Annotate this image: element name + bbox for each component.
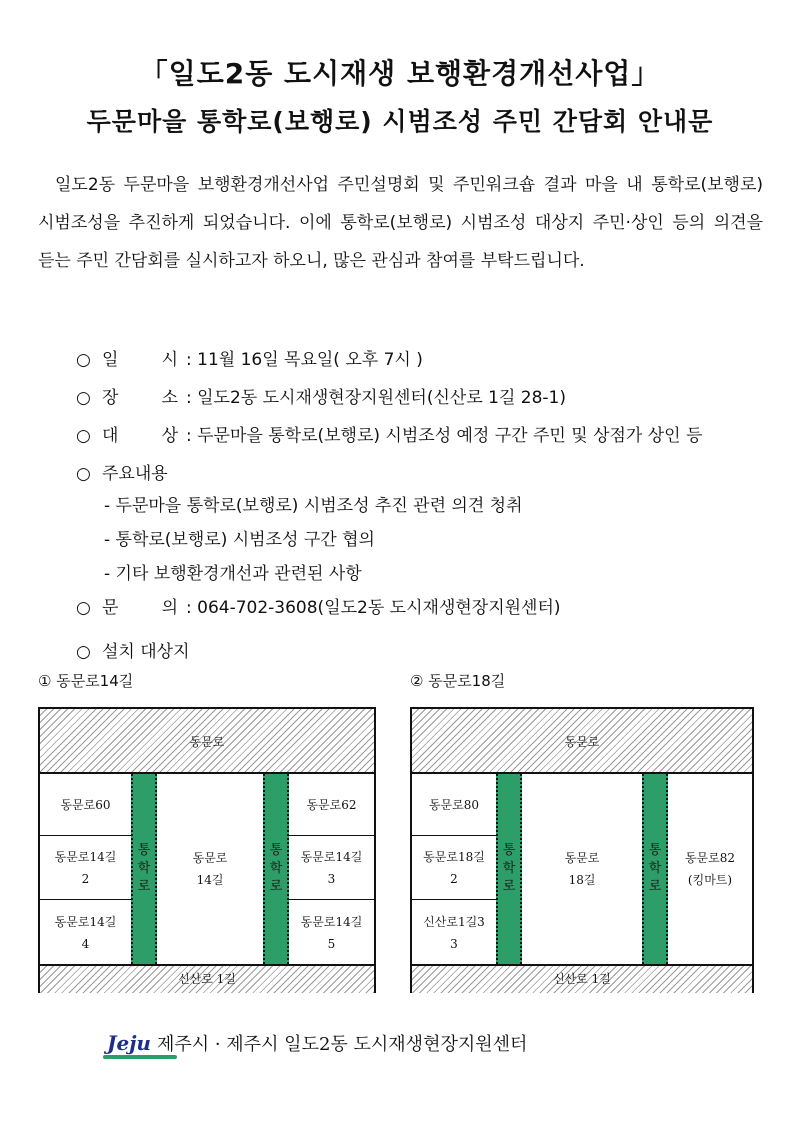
- info-main: [76, 459, 776, 491]
- map2-top-road-label: 동문로: [564, 735, 600, 749]
- bullet-icon: ○: [76, 464, 91, 484]
- intro-paragraph: [38, 166, 763, 280]
- map1: [38, 707, 376, 993]
- date-label-2: 시: [161, 350, 178, 370]
- contact-label-1: 문: [102, 598, 119, 618]
- site-title-text: 설치 대상지: [102, 642, 190, 662]
- map2-left-cell: 동문로18길 2: [412, 835, 496, 900]
- info-date: [76, 345, 776, 383]
- contact-label: [102, 593, 186, 631]
- info-place: [76, 383, 776, 421]
- map1-left-cell: 동문로60: [60, 797, 111, 812]
- map2-bottom-road-label: 신산로 1길: [553, 972, 611, 986]
- map2-path-label: 통 학 로: [502, 843, 516, 894]
- bullet-icon: ○: [76, 350, 91, 370]
- info-contact: [76, 593, 776, 631]
- map2: [410, 707, 754, 993]
- place-label-2: 소: [161, 388, 178, 408]
- info-target: [76, 421, 776, 459]
- map1-right-cell: 동문로14길 3: [289, 835, 374, 900]
- map1-path-label: 통 학 로: [137, 843, 151, 894]
- title-line2: 두문마을 통학로(보행로) 시범조성 주민 간담회 안내문: [86, 107, 714, 136]
- main-item: - 통학로(보행로) 시범조성 구간 협의: [104, 530, 375, 550]
- target-label-1: 대: [102, 426, 119, 446]
- map1-right-cell: 동문로62: [306, 797, 357, 812]
- map2-center: 동문로 18길: [564, 851, 600, 887]
- map1-left-cell: 동문로14길 4: [40, 899, 131, 965]
- date-label-1: 일: [102, 350, 119, 370]
- map2-left-cell: 신산로1길3 3: [412, 899, 496, 965]
- contact-value: : 064-702-3608(일도2동 도시재생현장지원센터): [186, 598, 561, 618]
- map1-label: ① 동문로14길: [38, 672, 134, 690]
- bullet-icon: ○: [76, 426, 91, 446]
- place-value: : 일도2동 도시재생현장지원센터(신산로 1길 28-1): [186, 388, 566, 408]
- date-value: : 11월 16일 목요일( 오후 7시 ): [186, 350, 423, 370]
- logo-stroke-icon: [103, 1055, 177, 1059]
- info-list: [76, 345, 776, 631]
- map1-path-right: [263, 774, 289, 964]
- map1-center: 동문로 14길: [192, 851, 228, 887]
- bullet-icon: ○: [76, 598, 91, 618]
- main-item: - 기타 보행환경개선과 관련된 사항: [104, 564, 362, 584]
- bullet-icon: ○: [76, 388, 91, 408]
- map2-left-cell: 동문로80: [428, 797, 480, 812]
- target-label: [102, 421, 186, 459]
- map2-label: ② 동문로18길: [410, 672, 506, 690]
- contact-label-2: 의: [161, 598, 178, 618]
- intro-text: 일도2동 두문마을 보행환경개선사업 주민설명회 및 주민워크숍 결과 마을 내 통학로(보행로) 시범조성을 추진하게 되었습니다. 이에 통학로(보행로) 시범조성 대상지 주민·상인 등의 의견을 듣는 주민 간담회를 실시하고자 하오니, 많은 관심과 참여를 부탁드립니다.: [38, 175, 763, 271]
- target-value: : 두문마을 통학로(보행로) 시범조성 예정 구간 주민 및 상점가 상인 등: [186, 426, 703, 446]
- main-title: 주요내용: [102, 464, 168, 484]
- footer: [107, 1030, 527, 1056]
- map1-right-cell: 동문로14길 5: [289, 899, 374, 965]
- bullet-icon: ○: [76, 642, 91, 662]
- title-line1: 「일도2동 도시재생 보행환경개선사업」: [139, 57, 661, 90]
- map1-bottom-road-label: 신산로 1길: [178, 972, 236, 986]
- site-title: [76, 637, 190, 662]
- target-label-2: 상: [161, 426, 178, 446]
- jeju-logo-text: Jeju: [107, 1031, 151, 1055]
- map1-path-left: [131, 774, 157, 964]
- date-label: [102, 345, 186, 383]
- map1-left-cell: 동문로14길 2: [40, 835, 131, 900]
- map1-path-label: 통 학 로: [269, 843, 283, 894]
- place-label-1: 장: [102, 388, 119, 408]
- main-item: - 두문마을 통학로(보행로) 시범조성 추진 관련 의견 청취: [104, 496, 523, 516]
- footer-text: 제주시 · 제주시 일도2동 도시재생현장지원센터: [156, 1034, 528, 1055]
- map2-right-cell: 동문로82 (킹마트): [684, 851, 736, 887]
- map2-path-label: 통 학 로: [648, 843, 662, 894]
- map2-path-left: [496, 774, 522, 964]
- jeju-logo: [107, 1031, 151, 1055]
- map1-top-road-label: 동문로: [189, 735, 225, 749]
- map2-path-right: [642, 774, 668, 964]
- place-label: [102, 383, 186, 421]
